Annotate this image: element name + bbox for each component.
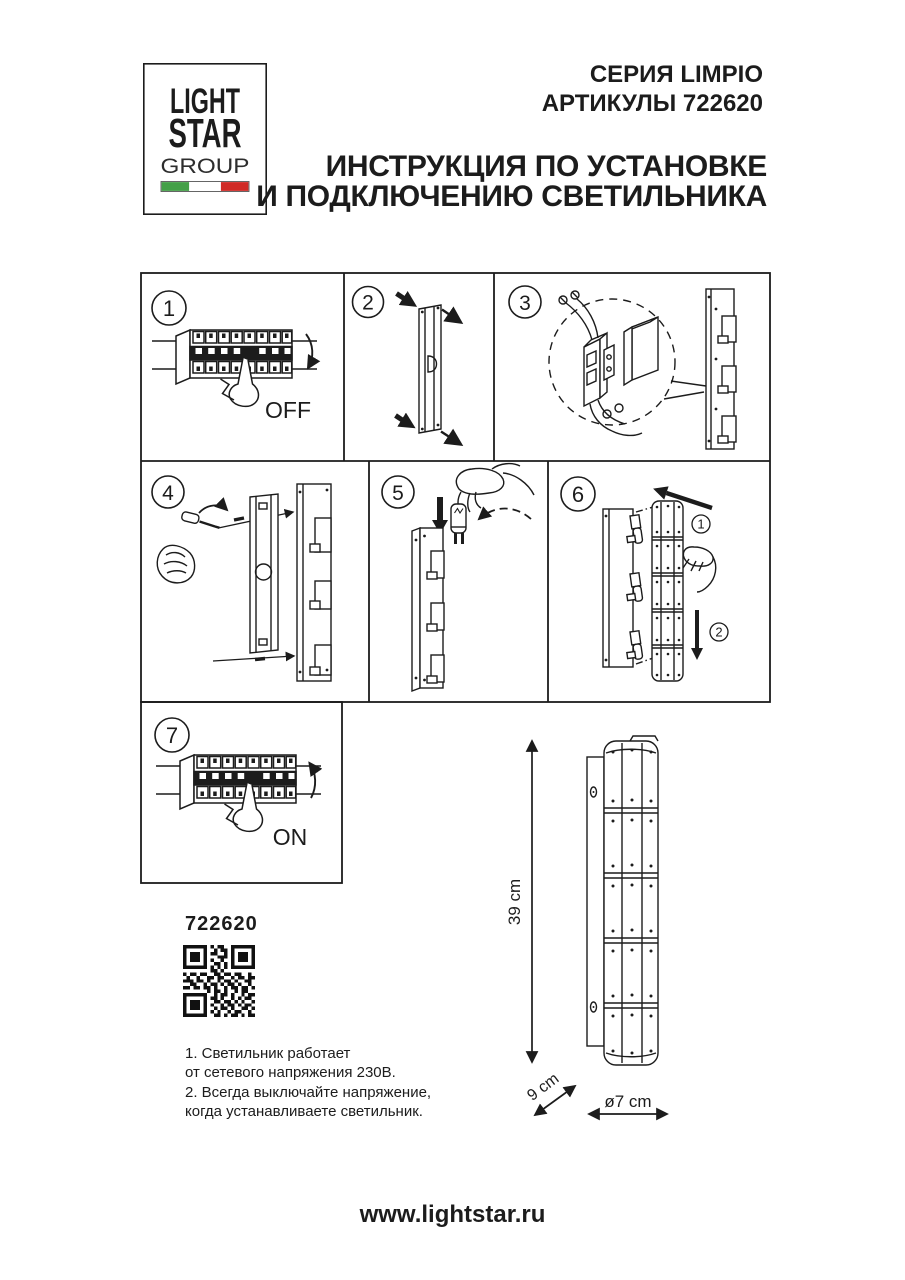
step3-number: 3	[519, 292, 531, 315]
switch-on-arrow-icon	[310, 763, 316, 798]
logo-star: STAR	[168, 110, 242, 156]
off-label: OFF	[265, 397, 311, 423]
safety-notes	[185, 1044, 431, 1121]
wall-plate-drawing	[587, 757, 604, 1046]
callout-lines	[664, 381, 706, 399]
step7-number: 7	[165, 723, 179, 748]
note-line: от сетевого напряжения 230В.	[185, 1064, 396, 1082]
backplate-with-sockets-drawing	[412, 528, 444, 691]
halogen-bulb-icon	[451, 504, 466, 544]
website-url: www.lightstar.ru	[359, 1201, 546, 1228]
substep2-number: 2	[715, 624, 723, 640]
step4-panel	[152, 476, 331, 681]
articles-title: АРТИКУЛЫ 722620	[541, 90, 763, 117]
screw-direction-line-top	[442, 310, 461, 323]
rotate-in-dashed-arrow-icon	[479, 509, 531, 520]
lamp-body-drawing	[604, 736, 658, 1065]
qr-code	[183, 945, 255, 1017]
step2-panel	[353, 287, 462, 445]
step5-number: 5	[392, 482, 404, 505]
step7-panel	[155, 718, 321, 850]
page-title	[256, 152, 767, 212]
page-title-line2: И ПОДКЛЮЧЕНИЮ СВЕТИЛЬНИКА	[256, 180, 767, 213]
on-label: ON	[272, 824, 308, 850]
wall-screw-bottom-icon	[396, 416, 414, 428]
screw-leader-line	[213, 656, 294, 661]
header-series-block	[542, 60, 763, 118]
mounting-plate-drawing	[419, 305, 441, 433]
substep1-number: 1	[697, 516, 705, 532]
pinch-hand-drawing	[683, 547, 716, 592]
diameter-dimension-label: ø7 cm	[604, 1092, 652, 1111]
note-line: 1. Светильник работает	[185, 1045, 351, 1062]
logo-light: LIGHT	[170, 82, 240, 121]
hand-holding-bulb-drawing	[456, 464, 534, 512]
step5-panel	[382, 464, 534, 691]
note-line: когда устанавливаете светильник.	[185, 1102, 423, 1120]
cover-shade-drawing	[652, 501, 683, 681]
step1-number: 1	[162, 296, 176, 321]
step2-number: 2	[362, 291, 374, 315]
article-number: 722620	[185, 913, 258, 935]
height-dimension-label: 39 cm	[505, 878, 524, 926]
step6-number: 6	[571, 482, 585, 507]
backplate-drawing	[706, 289, 736, 449]
series-title: СЕРИЯ LIMPIO	[589, 61, 763, 88]
switch-off-arrow-icon	[306, 334, 312, 368]
breaker-drawing	[156, 755, 321, 831]
lightstar-logo	[144, 64, 266, 214]
step3-panel	[509, 286, 736, 449]
slide-down-arrow-icon	[691, 610, 703, 660]
note-line: 2. Всегда выключайте напряжение,	[185, 1083, 432, 1101]
wall-screw-top-icon	[397, 294, 416, 306]
depth-dimension-label: 9 cm	[524, 1070, 563, 1105]
page-title-line1: ИНСТРУКЦИЯ ПО УСТАНОВКЕ	[325, 150, 767, 183]
step1-panel	[152, 291, 317, 423]
backplate-with-bulbs-drawing	[603, 509, 643, 667]
breaker-drawing	[152, 330, 317, 406]
step6-panel	[561, 477, 728, 681]
step4-number: 4	[162, 482, 174, 505]
screw-direction-line-bottom	[441, 432, 461, 445]
logo-italian-flag-icon	[161, 182, 249, 192]
fixture-backplate-drawing	[297, 484, 331, 681]
bracket-drawing	[250, 494, 278, 653]
dimension-drawing	[505, 736, 667, 1115]
logo-group: GROUP	[160, 155, 250, 178]
